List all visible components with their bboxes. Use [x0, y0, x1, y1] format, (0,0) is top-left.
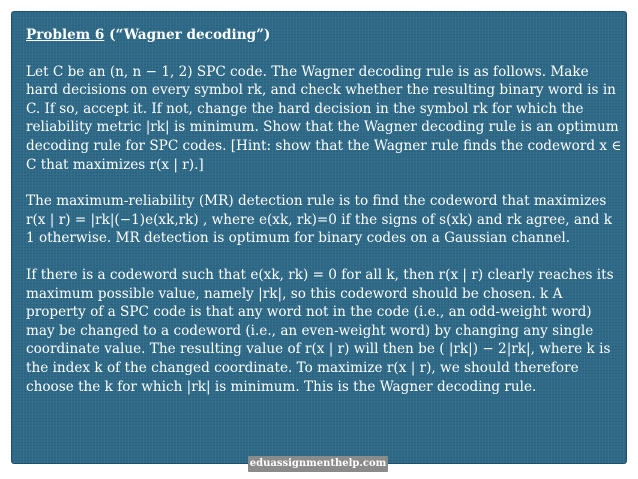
slide-content — [26, 26, 622, 414]
problem-statement-paragraph: Let C be an (n, n − 1, 2) SPC code. The Wagner decoding rule is as follows. Make hard decisions on every symbol rk, and check whether the resulting binary word is in C. If so, accept it. If not, change the hard decision in the symbol rk for which the reliability metric |rk| is minimum. Show that the Wagner decoding rule is an optimum decoding rule for SPC codes. [Hint: show that the Wagner rule finds the codeword x ∈ C that maximizes r(x | r).] — [26, 63, 622, 173]
solution-paragraph: If there is a codeword such that e(xk, rk) = 0 for all k, then r(x | r) clearly reaches its maximum possible value, namely |rk|, so this codeword should be chosen. k A property of a SPC code is that any word not in the code (i.e., an odd-weight word) may be changed to a codeword (i.e., an even-weight word) by changing any single coordinate value. The resulting value of r(x | r) will then be ( |rk|) − 2|rk|, where k is the index k of the changed coordinate. To maximize r(x | r), we should therefore choose the k for which |rk| is minimum. This is the Wagner decoding rule. — [26, 266, 614, 395]
problem-subtitle: (“Wagner decoding”) — [104, 27, 271, 43]
problem-number: Problem 6 — [26, 27, 105, 43]
mr-detection-paragraph: The maximum-reliability (MR) detection rule is to find the codeword that maximizes r(x | r) = |rk|(−1)e(xk,rk) , where e(xk, rk)=0 if the signs of s(xk) and rk agree, and k 1 otherwise. MR detection is optimum for binary codes on a Gaussian channel. — [26, 193, 613, 247]
footer-watermark: eduassignmenthelp.com — [248, 456, 388, 472]
problem-title — [26, 26, 622, 45]
slide-panel — [11, 11, 627, 464]
